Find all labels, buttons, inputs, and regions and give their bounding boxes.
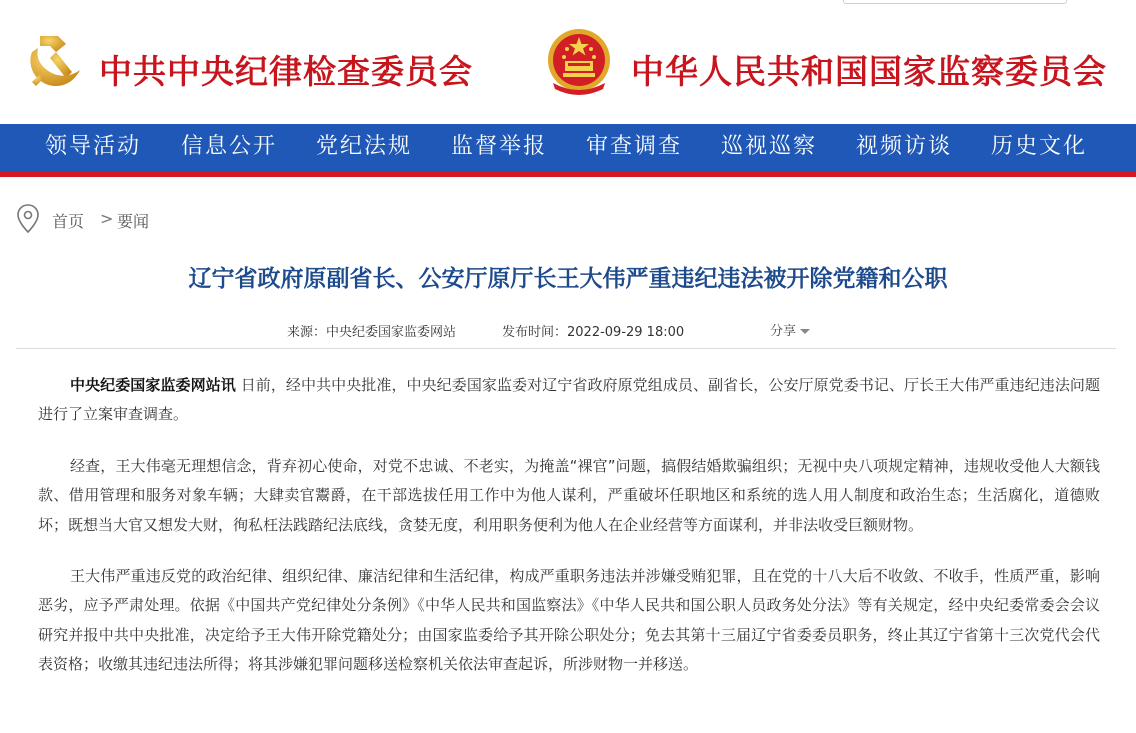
chevron-down-icon bbox=[800, 329, 810, 334]
nav-item-regulations[interactable]: 党纪法规 bbox=[316, 134, 413, 159]
article-title: 辽宁省政府原副省长、公安厅原厅长王大伟严重违纪违法被开除党籍和公职 bbox=[188, 266, 948, 292]
lead-source: 中央纪委国家监委网站讯 bbox=[70, 376, 236, 394]
article-paragraph: 经查，王大伟毫无理想信念，背弃初心使命，对党不忠诚、不老实，为掩盖“裸官”问题，搞假结婚欺骗组织；无视中央八项规定精神，违规收受他人大额钱款、借用管理和服务对象车辆；大肆卖官鬻爵，在干部选拔任用工作中为他人谋利，严重破坏任职地区和系统的选人用人制度和政治生态；生活腐化，道德败坏；既想当大官又想发大财，徇私枉法践踏纪法底线，贪婪无度，利用职务便利为他人在企业经营等方面谋利，并非法收受巨额财物。 bbox=[38, 456, 1100, 534]
national-emblem-icon bbox=[545, 27, 613, 97]
nsc-site-name[interactable]: 中华人民共和国国家监察委员会 bbox=[631, 52, 1107, 91]
nav-item-leadership[interactable]: 领导活动 bbox=[45, 134, 142, 159]
nav-item-video[interactable]: 视频访谈 bbox=[856, 134, 953, 159]
divider bbox=[16, 348, 1116, 349]
site-header bbox=[0, 0, 1136, 124]
article-publish-time: 发布时间：2022-09-29 18:00 bbox=[502, 325, 685, 340]
paragraph-text: 日前，经中共中央批准，中央纪委国家监委对辽宁省政府原党组成员、副省长，公安厅原党委书记、厅长王大伟严重违纪违法问题进行了立案审查调查。 bbox=[38, 376, 1100, 424]
breadcrumb-separator: > bbox=[100, 209, 114, 228]
breadcrumb-current[interactable]: 要闻 bbox=[117, 212, 150, 231]
location-pin-icon bbox=[16, 203, 40, 235]
article-paragraph: 王大伟严重违反党的政治纪律、组织纪律、廉洁纪律和生活纪律，构成严重职务违法并涉嫌受贿犯罪，且在党的十八大后不收敛、不收手，性质严重，影响恶劣，应予严肃处理。依据《中国共产党纪律处分条例》《中华人民共和国监察法》《中华人民共和国公职人员政务处分法》等有关规定，经中央纪委常委会会议研究并报中共中央批准，决定给予王大伟开除党籍处分；由国家监委给予其开除公职处分；免去其第十三届辽宁省委委员职务，终止其辽宁省第十三次党代会代表资格；收缴其违纪违法所得；将其涉嫌犯罪问题移送检察机关依法审查起诉，所涉财物一并移送。 bbox=[38, 567, 1100, 674]
share-button[interactable] bbox=[770, 320, 810, 339]
nav-item-history[interactable]: 历史文化 bbox=[991, 134, 1088, 159]
nav-item-report[interactable]: 监督举报 bbox=[451, 134, 548, 159]
article-body bbox=[38, 371, 1100, 702]
breadcrumb-home-link[interactable]: 首页 bbox=[52, 212, 85, 231]
nav-item-inspection[interactable]: 巡视巡察 bbox=[721, 134, 818, 159]
ccdi-site-name[interactable]: 中共中央纪律检查委员会 bbox=[99, 52, 473, 91]
share-label: 分享 bbox=[770, 324, 797, 339]
article-paragraph bbox=[38, 371, 1100, 430]
article-source: 来源：中央纪委国家监委网站 bbox=[287, 325, 457, 340]
main-nav bbox=[0, 124, 1136, 177]
nav-item-investigation[interactable]: 审查调查 bbox=[586, 134, 683, 159]
nav-item-disclosure[interactable]: 信息公开 bbox=[181, 134, 278, 159]
party-emblem-icon bbox=[22, 30, 84, 92]
